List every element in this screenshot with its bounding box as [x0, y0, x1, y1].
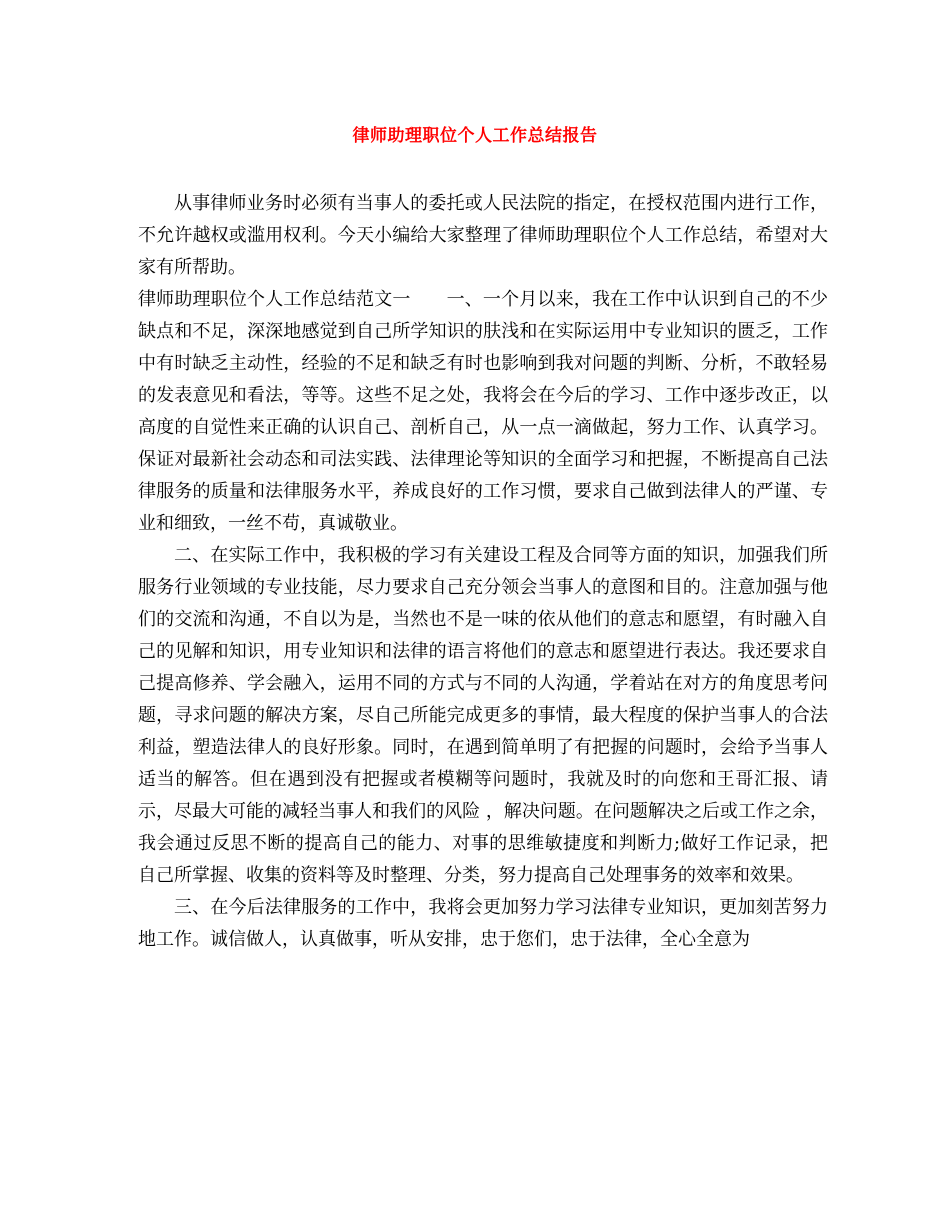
section-heading: 律师助理职位个人工作总结范文一 [138, 289, 411, 310]
document-title: 律师助理职位个人工作总结报告 [352, 126, 598, 146]
section-paragraph-2: 二、在实际工作中，我积极的学习有关建设工程及合同等方面的知识，加强我们所服务行业领域的专业技能，尽力要求自己充分领会当事人的意图和目的。注意加强与他们的交流和沟通，不自以为是，当然也不是一味的依从他们的意志和愿望，有时融入自己的见解和知识，用专业知识和法律的语言将他们的意志和愿望进行表达。我还要求自己提高修养、学会融入，运用不同的方式与不同的人沟通，学着站在对方的角度思考问题，寻求问题的解决方案，尽自己所能完成更多的事情，最大程度的保护当事人的合法利益，塑造法律人的良好形象。同时，在遇到简单明了有把握的问题时，会给予当事人适当的解答。但在遇到没有把握或者模糊等问题时，我就及时的向您和王哥汇报、请示，尽最大可能的减轻当事人和我们的风险 ，解决问题。在问题解决之后或工作之余，我会通过反思不断的提高自己的能力、对事的思维敏捷度和判断力;做好工作记录，把自己所掌握、收集的资料等及时整理、分类，努力提高自己处理事务的效率和效果。 [138, 545, 828, 886]
paragraph-1-text: 一、一个月以来，我在工作中认识到自己的不少缺点和不足，深深地感觉到自己所学知识的肤浅和在实际运用中专业知识的匮乏，工作中有时缺乏主动性，经验的不足和缺乏有时也影响到我对问题的判断、分析，不敢轻易的发表意见和看法，等等。这些不足之处，我将会在今后的学习、工作中逐步改正，以高度的自觉性来正确的认识自己、剖析自己，从一点一滴做起，努力工作、认真学习。保证对最新社会动态和司法实践、法律理论等知识的全面学习和把握，不断提高自己法律服务的质量和法律服务水平，养成良好的工作习惯，要求自己做到法律人的严谨、专业和细致，一丝不苟，真诚敬业。 [138, 289, 829, 534]
document-body [138, 188, 828, 956]
section-paragraph-3: 三、在今后法律服务的工作中，我将会更加努力学习法律专业知识，更加刻苦努力地工作。诚信做人，认真做事，听从安排，忠于您们，忠于法律，全心全意为 [138, 897, 828, 950]
section-paragraph-1 [138, 284, 828, 540]
intro-paragraph: 从事律师业务时必须有当事人的委托或人民法院的指定，在授权范围内进行工作，不允许越权或滥用权利。今天小编给大家整理了律师助理职位个人工作总结，希望对大家有所帮助。 [138, 193, 828, 278]
